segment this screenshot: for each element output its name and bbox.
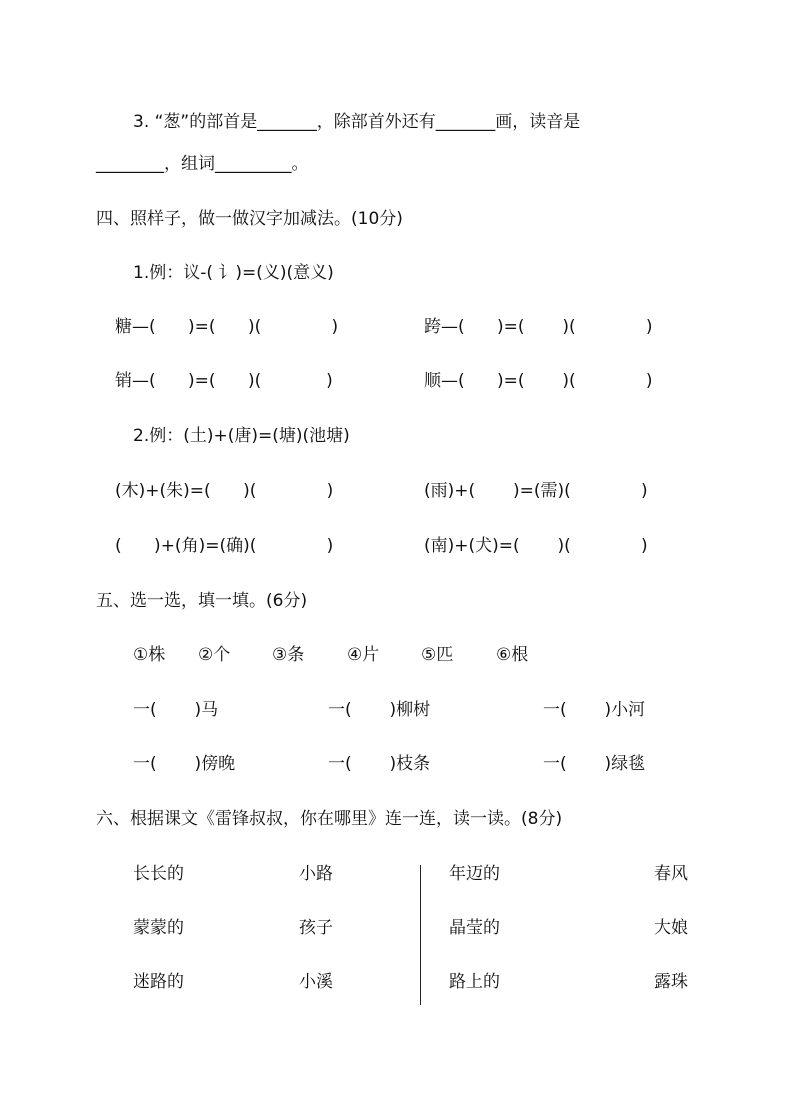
fill-item: 一( )柳树 xyxy=(328,700,431,720)
fill-item: 一( )马 xyxy=(133,700,219,720)
fill-item: 一( )小河 xyxy=(543,700,646,720)
section4-row2-left: 销—( )=( )( ) xyxy=(115,371,333,391)
section4-row2-right: 顺—( )=( )( ) xyxy=(424,371,653,391)
match-right-noun: 露珠 xyxy=(654,972,688,992)
fill-item: 一( )傍晚 xyxy=(133,754,236,774)
q3-line2: ________，组词_________。 xyxy=(96,154,309,174)
section4-row4-left: ( )+(角)=(确)( ) xyxy=(115,536,334,556)
option-4: ④片 xyxy=(347,645,380,665)
option-3: ③条 xyxy=(272,645,305,665)
q3-line1: 3. “葱”的部首是_______，除部首外还有_______画，读音是 xyxy=(133,112,581,132)
option-6: ⑥根 xyxy=(496,645,529,665)
section4-row3-right: (雨)+( )=(需)( ) xyxy=(424,481,648,501)
match-left-noun: 孩子 xyxy=(299,918,333,938)
section4-row3-left: (木)+(朱)=( )( ) xyxy=(115,481,334,501)
match-left-adjective: 蒙蒙的 xyxy=(133,918,184,938)
section4-example2: 2.例：(土)+(唐)=(塘)(池塘) xyxy=(133,426,350,446)
option-5: ⑤匹 xyxy=(421,645,454,665)
option-2: ②个 xyxy=(198,645,231,665)
match-right-noun: 大娘 xyxy=(654,918,688,938)
section4-example1: 1.例：议-( 讠)=(义)(意义) xyxy=(133,263,334,283)
match-right-adjective: 年迈的 xyxy=(449,864,500,884)
section4-row1-left: 糖—( )=( )( ) xyxy=(115,317,339,337)
match-right-noun: 春风 xyxy=(654,864,688,884)
section4-title: 四、照样子，做一做汉字加减法。(10分) xyxy=(96,209,403,229)
match-left-noun: 小路 xyxy=(299,864,333,884)
match-left-noun: 小溪 xyxy=(299,972,333,992)
fill-item: 一( )枝条 xyxy=(328,754,431,774)
section4-row4-right: (南)+(犬)=( )( ) xyxy=(424,536,648,556)
section6-title: 六、根据课文《雷锋叔叔，你在哪里》连一连，读一读。(8分) xyxy=(96,809,563,829)
match-right-adjective: 晶莹的 xyxy=(449,918,500,938)
option-1: ①株 xyxy=(133,645,166,665)
section4-row1-right: 跨—( )=( )( ) xyxy=(424,317,653,337)
fill-item: 一( )绿毯 xyxy=(543,754,646,774)
column-divider xyxy=(420,865,421,1005)
match-left-adjective: 迷路的 xyxy=(133,972,184,992)
match-left-adjective: 长长的 xyxy=(133,864,184,884)
section5-title: 五、选一选，填一填。(6分) xyxy=(96,591,308,611)
match-right-adjective: 路上的 xyxy=(449,972,500,992)
